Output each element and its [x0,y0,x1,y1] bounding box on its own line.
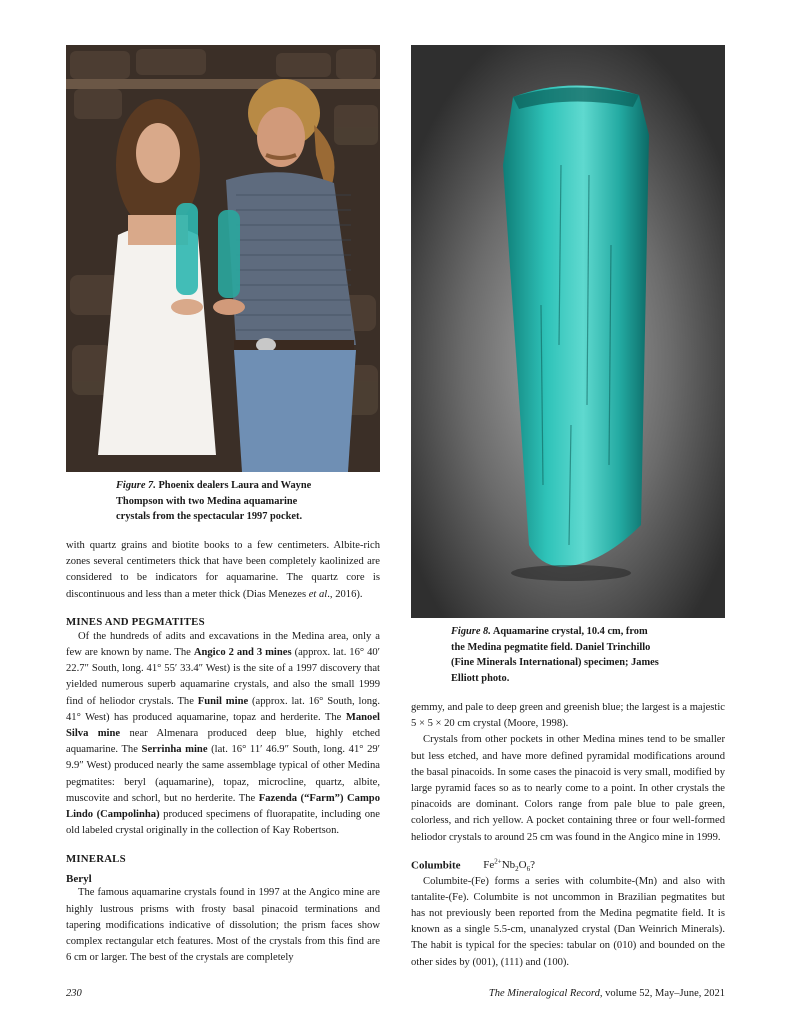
figure-8-photo [411,45,725,618]
beryl-paragraph: The famous aquamarine crystals found in 1997 at the Angico mine are highly lustrous prisms with frosty basal pinacoid terminations and tapering modifications indicative of dissolution; the prism faces show complex rectangular etch features. Most of the crystals from this find are 6 cm or larger. The best of the crystals are completely [66,887,380,964]
figure-8-label: Figure 8. [451,626,491,637]
columbite-formula [483,857,535,874]
formula-nb-count: 2 [515,865,519,874]
funil-mine-name: Funil mine [197,695,249,707]
mines-heading: MINES AND PEGMATITES [66,615,205,628]
minerals-heading: MINERALS [66,853,126,866]
angico-mine-name: Angico 2 and 3 mines [193,647,292,659]
beryl-continued-paragraph: gemmy, and pale to deep green and greenish blue; the largest is a majestic 5 × 5 × 20 cm crystal (Moore, 1998). [411,702,725,730]
mines-paragraph [66,629,380,840]
intro-paragraph [66,538,380,603]
serrinha-mine-name: Serrinha mine [141,744,208,756]
figure-8-caption-line: Elliott photo. [451,672,510,684]
left-column [66,538,380,966]
formula-nb: Nb [501,859,516,872]
journal-title: The Mineralogical Record, [488,988,603,999]
formula-query: ? [530,859,535,872]
formula-o-count: 6 [526,865,531,874]
intro-end: ., 2016). [327,588,363,600]
figure-8-caption-line: (Fine Minerals International) specimen; James [451,657,659,668]
figure-8-caption-line: Aquamarine crystal, 10.4 cm, from [490,626,648,637]
mines-text: produced specimens of fluorapatite, including one old labeled crystal originally in the collection of Kay Robertson. [66,809,381,837]
figure-8-illustration [411,45,725,618]
intro-text: with quartz grains and biotite books to a few centimeters. Albite-rich zones several centimeters thick that have been completely kaolinized are considered to be indicators for aquamarine. The quartz core is discontinuous and less than a meter thick (Dias Menezes [66,540,380,600]
columbite-heading: Columbite [411,859,461,872]
right-column [411,700,725,971]
figure-7-label: Figure 7. [116,480,156,491]
figure-7-photo [66,45,380,472]
figure-7-caption-line: crystals from the spectacular 1997 pocket. [116,511,303,522]
manoel-silva-mine-name: Manoel Silva mine [66,711,380,740]
figure-8-caption-line: the Medina pegmatite field. Daniel Trinchillo [451,641,651,653]
journal-issue: volume 52, May–June, 2021 [602,988,725,999]
intro-etal: et al [308,588,328,600]
mines-text: (approx. lat. 16° 40′ 22.7″ South, long. 41° 55′ 33.4″ West) is the site of a 1997 discovery that yielded numerous superb aquamarine crystals, and also the small 1999 find of heliodor crystals. The [66,647,380,707]
figure-8-caption [451,624,711,686]
mines-text: Of the hundreds of adits and excavations in the Medina area, only a few are known by name. The [66,630,380,659]
fazenda-campo-lindo-name: Fazenda (“Farm”) Campo Lindo (Campolinha) [66,792,380,821]
figure-7-caption-line: Thompson with two Medina aquamarine [116,495,298,507]
mines-text: (approx. lat. 16° South, long. 41° West) has produced aquamarine, topaz and herderite. The [66,695,380,723]
figure-7-caption [116,478,376,525]
formula-fe: Fe [483,859,495,872]
formula-fe-charge: 2+ [494,857,502,866]
mines-text: (lat. 16° 11′ 46.9″ South, long. 41° 29′ 9.9″ West) produced nearly the same assemblage typical of other Medina pegmatites: beryl (aquamarine), topaz, microcline, quartz, albite, muscovite and schorl, but no herderite. The [66,744,380,804]
figure-7-illustration [66,45,380,472]
journal-citation [489,988,725,999]
page-number: 230 [66,988,82,999]
crystals-paragraph: Crystals from other pockets in other Medina mines tend to be smaller but less etched, and have more defined pyramidal modifications around the basal pinacoids. In some cases the pinacoid is very small, modified by large pyramid faces so as to nearly come to a point. In other crystals the pinacoids are dominant. Colors range from pale blue to pale green, colorless, and rich yellow. A pocket containing three or four well-formed heliodor crystals to around 25 cm was found in the Angico mine in 1999. [411,734,725,843]
figure-7-caption-line: Phoenix dealers Laura and Wayne [155,480,312,491]
columbite-heading-line [411,858,725,874]
mines-text: near Almenara produced deep blue, highly etched aquamarine. The [66,728,380,756]
columbite-paragraph: Columbite-(Fe) forms a series with columbite-(Mn) and also with tantalite-(Fe). Columbite is not uncommon in Brazilian pegmatites but has not previously been reported from the Medina pegmatite field. It is known as a single 5.5-cm, unanalyzed crystal (Dan Weinrich Minerals). The habit is typical for the species: tabular on (010) and bounded on the other sides by (001), (111) and (100). [411,875,725,968]
formula-o: O [518,859,527,872]
beryl-heading: Beryl [66,873,92,886]
